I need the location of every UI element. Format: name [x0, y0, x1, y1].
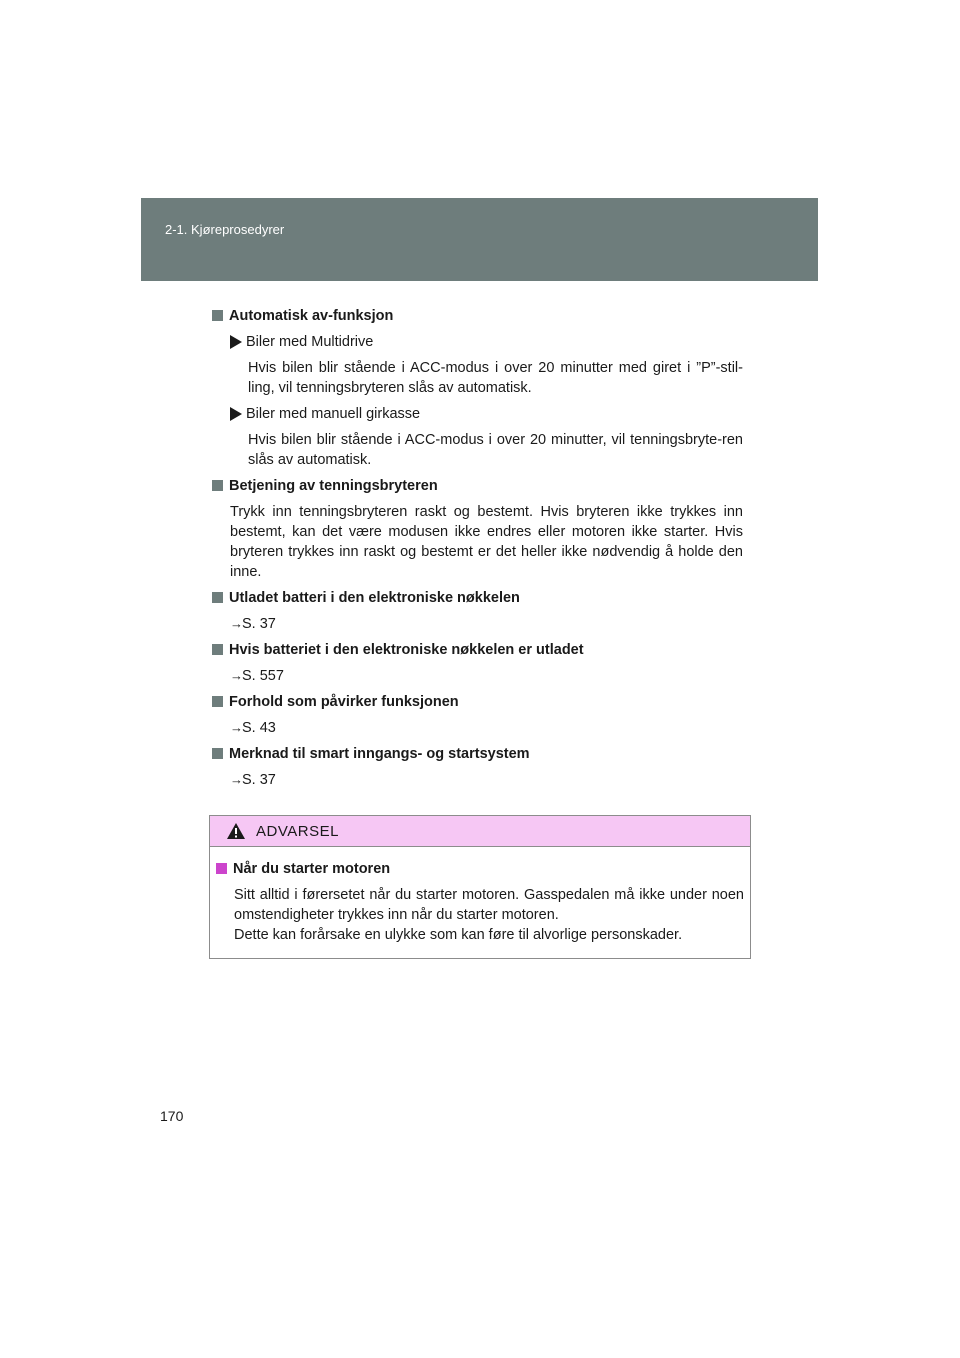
arrow-right-icon: → [230, 772, 243, 787]
page-reference: →S. 37 [230, 772, 276, 788]
square-bullet-icon [212, 696, 223, 707]
square-bullet-icon [212, 480, 223, 491]
section-heading-operation: Betjening av tenningsbryteren [212, 476, 743, 502]
square-bullet-icon [212, 310, 223, 321]
square-bullet-icon [212, 644, 223, 655]
arrow-right-icon: → [230, 668, 243, 683]
arrow-right-icon: → [230, 720, 243, 735]
triangle-bullet-icon [230, 407, 242, 421]
warning-text-line1: Sitt alltid i førersetet når du starter motoren. Gasspedalen må ikke under noen omstendigheter trykkes inn når du starter motoren. [234, 887, 744, 923]
square-bullet-icon [212, 748, 223, 759]
warning-title: ADVARSEL [256, 822, 339, 840]
section-heading-battery-depleted: Utladet batteri i den elektroniske nøkkelen [212, 588, 743, 614]
warning-body [210, 847, 750, 945]
warning-text-line2: Dette kan forårsake en ulykke som kan føre til alvorlige personskader. [234, 927, 683, 943]
sub-label-multidrive: Biler med Multidrive [230, 332, 743, 358]
operation-text: Trykk inn tenningsbryteren raskt og bestemt. Hvis bryteren ikke trykkes inn bestemt, kan det være modusen ikke endres eller motoren ikke starter. Hvis bryteren trykkes inn raskt og bestemt er det heller ikke nødvendig å holde den inne. [230, 504, 743, 580]
page-reference: →S. 557 [230, 668, 284, 684]
page-reference: →S. 43 [230, 720, 276, 736]
section-heading-battery-empty: Hvis batteriet i den elektroniske nøkkelen er utladet [212, 640, 743, 666]
section-heading-auto-off: Automatisk av-funksjon [212, 306, 743, 332]
warning-box [209, 815, 751, 959]
section-heading-note: Merknad til smart inngangs- og startsystem [212, 744, 743, 770]
manual-text: Hvis bilen blir stående i ACC-modus i over 20 minutter, vil tenningsbryte-ren slås av automatisk. [248, 432, 743, 468]
chapter-header [141, 198, 818, 281]
triangle-bullet-icon [230, 335, 242, 349]
warning-triangle-icon [226, 822, 246, 840]
main-content [212, 306, 743, 796]
page-reference: →S. 37 [230, 616, 276, 632]
square-bullet-icon [216, 863, 227, 874]
page-number: 170 [160, 1108, 184, 1124]
arrow-right-icon: → [230, 616, 243, 631]
square-bullet-icon [212, 592, 223, 603]
chapter-title: 2-1. Kjøreprosedyrer [165, 222, 285, 237]
section-heading-conditions: Forhold som påvirker funksjonen [212, 692, 743, 718]
multidrive-text: Hvis bilen blir stående i ACC-modus i over 20 minutter med giret i ”P”-stil-ling, vil tenningsbryteren slås av automatisk. [248, 360, 743, 396]
sub-label-manual: Biler med manuell girkasse [230, 404, 743, 430]
warning-heading: Når du starter motoren [216, 859, 744, 885]
warning-header [210, 816, 750, 847]
